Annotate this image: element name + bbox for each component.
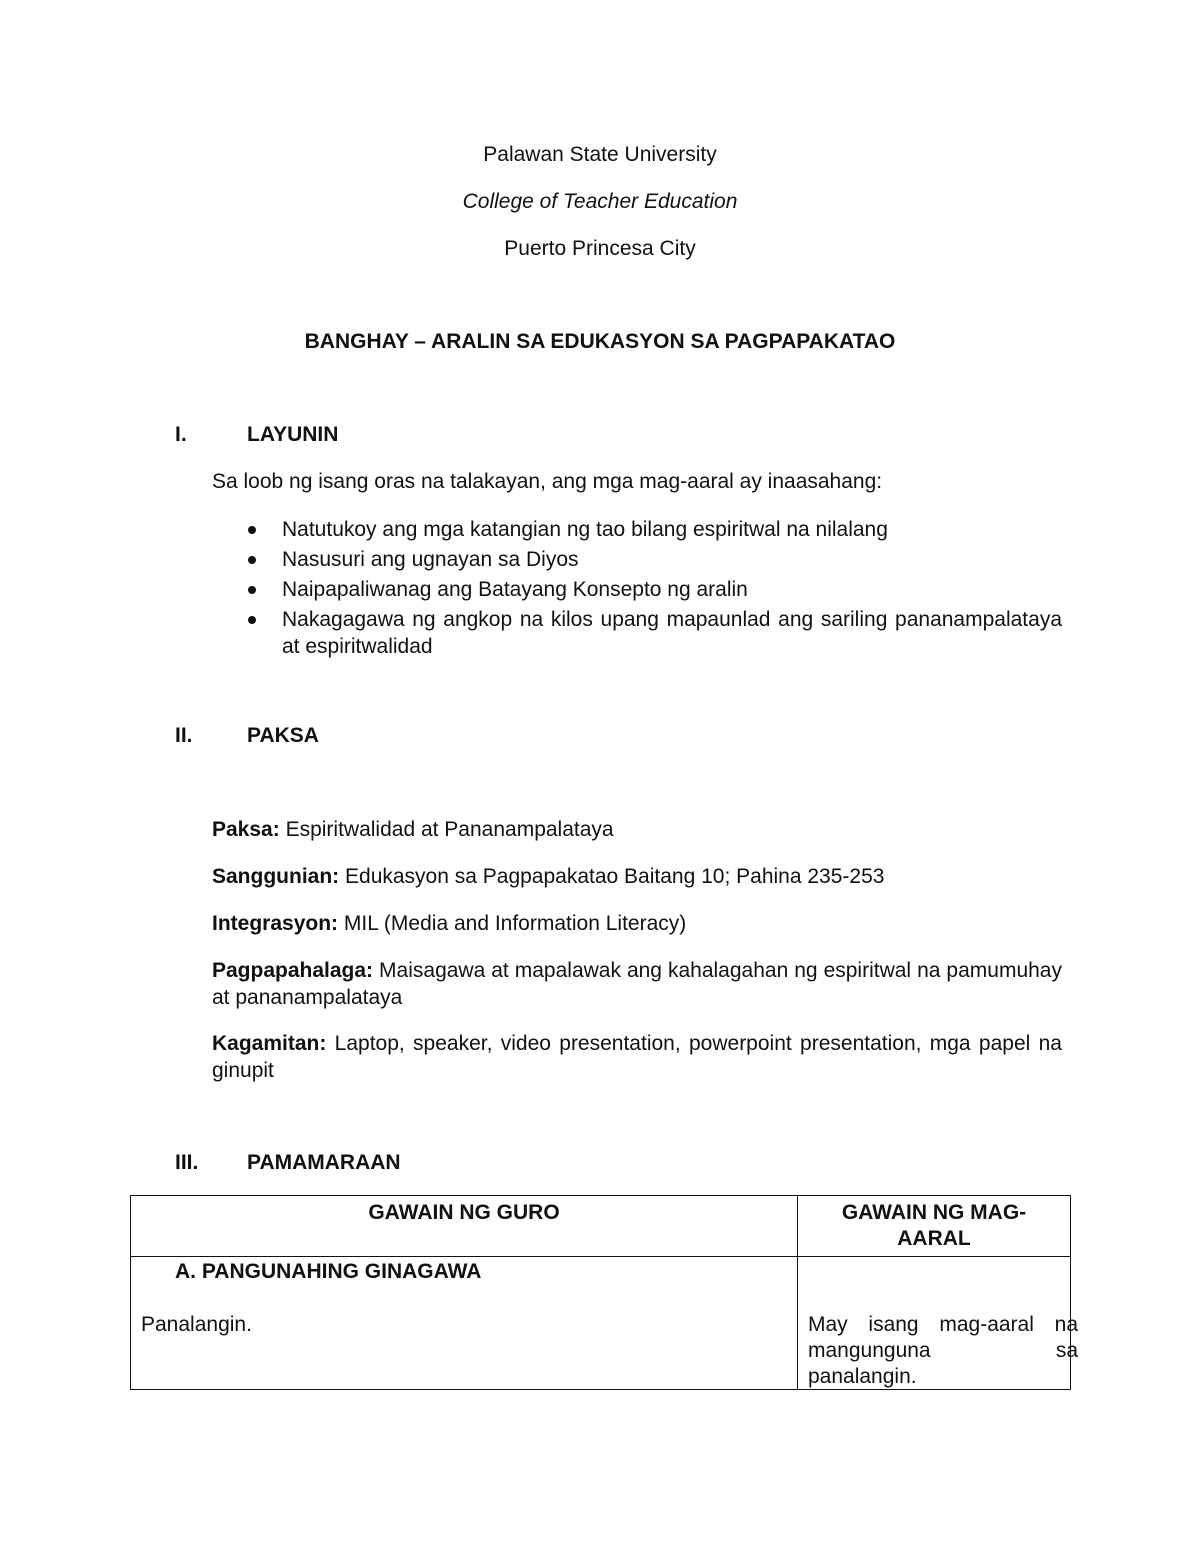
table-header-row (131, 1196, 1071, 1257)
topic-sanggunian: Sanggunian: Edukasyon sa Pagpapakatao Baitang 10; Pahina 235-253 (212, 865, 885, 888)
table-row (131, 1257, 1071, 1390)
list-item: Natutukoy ang mga katangian ng tao bilang espiritwal na nilalang (212, 516, 1062, 543)
bullet-icon (248, 526, 256, 534)
column-header-student: GAWAIN NG MAG- AARAL (798, 1196, 1071, 1257)
bullet-icon (248, 586, 256, 594)
section2-title: PAKSA (247, 724, 319, 747)
section1-intro: Sa loob ng isang oras na talakayan, ang mga mag-aaral ay inaasahang: (212, 470, 883, 493)
topic-integrasyon: Integrasyon: MIL (Media and Information Literacy) (212, 912, 687, 935)
bullet-icon (248, 616, 256, 624)
topic-pagpapahalaga: Pagpapahalaga: Maisagawa at mapalawak ang kahalagahan ng espiritwal na pamumuhay at pananampalataya (212, 959, 1062, 1009)
list-item: Nasusuri ang ugnayan sa Diyos (212, 546, 1062, 573)
teacher-activity: Panalangin. (141, 1313, 252, 1336)
student-activity-cell (798, 1257, 1078, 1390)
college-name: College of Teacher Education (462, 190, 738, 213)
university-name: Palawan State University (483, 143, 717, 166)
section1-title: LAYUNIN (247, 423, 339, 446)
document-title: BANGHAY – ARALIN SA EDUKASYON SA PAGPAPAKATAO (304, 330, 896, 353)
section3-number: III. (175, 1151, 199, 1174)
procedure-table (130, 1195, 1078, 1390)
list-item: Naipapaliwanag ang Batayang Konsepto ng aralin (212, 576, 1062, 603)
city-name: Puerto Princesa City (504, 237, 696, 260)
list-item: Nakagagawa ng angkop na kilos upang mapaunlad ang sariling pananampalataya at espiritwalidad (212, 606, 1062, 660)
objectives-list (212, 516, 1062, 663)
section2-number: II. (175, 724, 193, 747)
student-activity: May isang mag-aaral na mangunguna sa panalangin. (808, 1313, 1078, 1388)
subsection-heading: A. PANGUNAHING GINAGAWA (175, 1260, 482, 1283)
topic-kagamitan: Kagamitan: Laptop, speaker, video presentation, powerpoint presentation, mga papel na ginupit (212, 1032, 1062, 1082)
column-header-teacher: GAWAIN NG GURO (131, 1196, 798, 1257)
section1-number: I. (175, 423, 187, 446)
bullet-icon (248, 556, 256, 564)
topic-paksa: Paksa: Espiritwalidad at Pananampalataya (212, 818, 614, 841)
teacher-activity-cell (131, 1257, 798, 1390)
section3-title: PAMAMARAAN (247, 1151, 401, 1174)
